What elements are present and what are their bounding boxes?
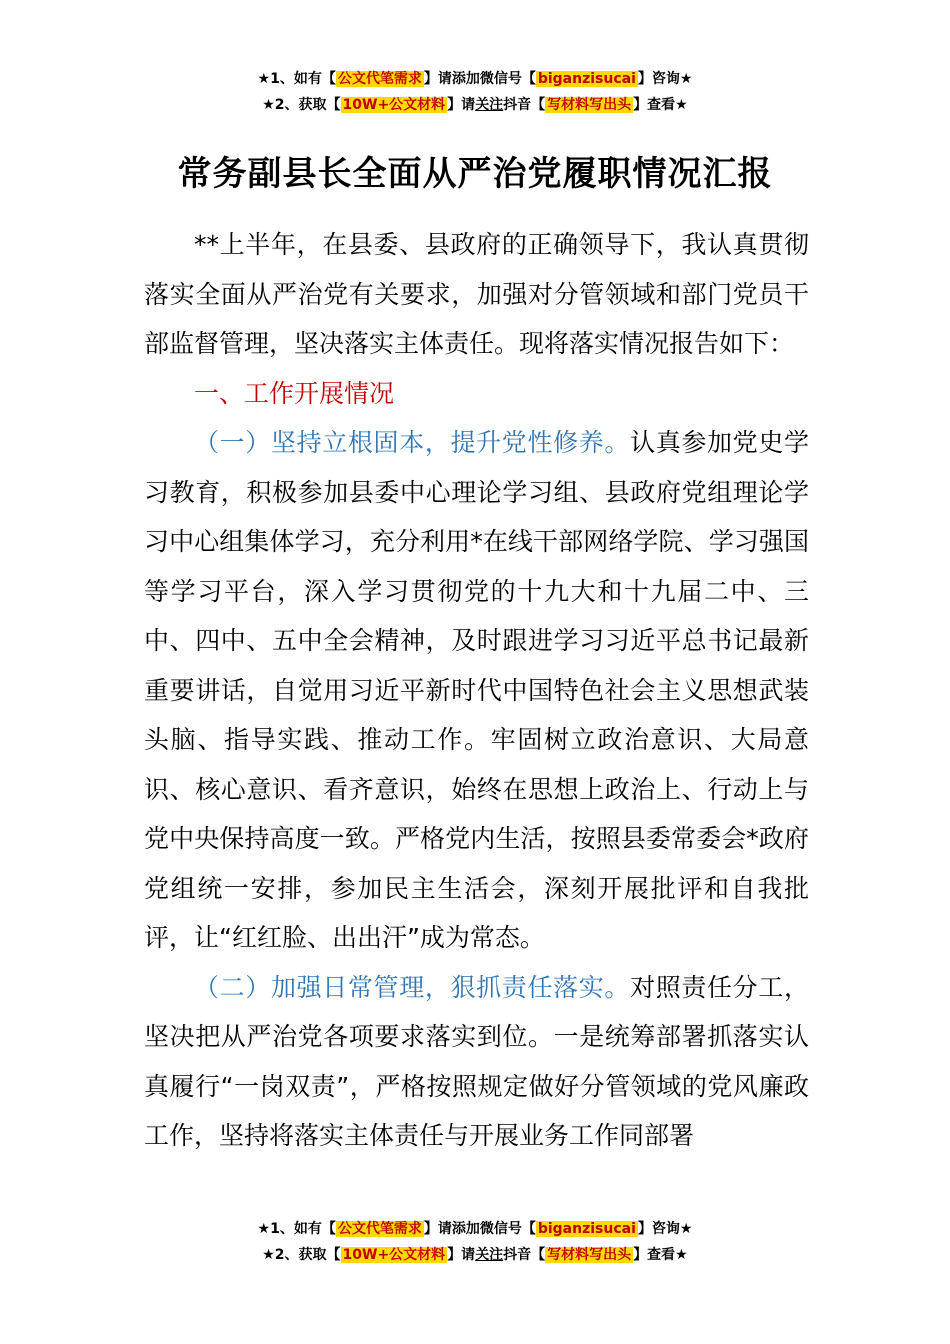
header-notice xyxy=(0,66,950,118)
notice-text: 】查看★ xyxy=(633,1247,688,1263)
notice-line-2 xyxy=(0,1242,950,1268)
notice-text: 】请 xyxy=(447,1247,476,1263)
notice-highlight: 10W+公文材料 xyxy=(342,1247,446,1263)
notice-highlight: 10W+公文材料 xyxy=(342,97,446,113)
notice-highlight: 公文代笔需求 xyxy=(337,71,422,87)
subsection-2-paragraph xyxy=(144,963,809,1161)
intro-paragraph: **上半年，在县委、县政府的正确领导下，我认真贯彻落实全面从严治党有关要求，加强对分管领域和部门党员干部监督管理，坚决落实主体责任。现将落实情况报告如下： xyxy=(144,230,809,358)
subsection-body: 对照责任分工，坚决把从严治党各项要求落实到位。一是统筹部署抓落实认真履行“一岗双责”，严格按照规定做好分管领域的党风廉政工作，坚持将落实主体责任与开展业务工作同部署 xyxy=(144,972,809,1150)
notice-text: ★1、如有【 xyxy=(257,71,336,87)
notice-text: 】咨询★ xyxy=(637,1221,693,1237)
notice-underline: 关注 xyxy=(475,1247,504,1263)
notice-wechat-id: biganzisucai xyxy=(537,1221,636,1237)
document-title: 常务副县长全面从严治党履职情况汇报 xyxy=(177,154,773,194)
notice-text: ★2、获取【 xyxy=(262,1247,341,1263)
footer-notice xyxy=(0,1216,950,1268)
notice-text: 】请 xyxy=(447,97,476,113)
notice-text: 】请添加微信号【 xyxy=(423,1221,536,1237)
notice-text: 】查看★ xyxy=(633,97,688,113)
notice-text: ★1、如有【 xyxy=(257,1221,336,1237)
subsection-1-paragraph xyxy=(144,418,809,963)
subsection-heading: （二）加强日常管理，狠抓责任落实。 xyxy=(194,972,631,1002)
notice-text: 抖音【 xyxy=(503,97,546,113)
section-heading: 一、工作开展情况 xyxy=(194,378,395,408)
notice-douyin-id: 写材料写出头 xyxy=(547,1247,632,1263)
document-body xyxy=(144,220,809,1161)
subsection-body: 认真参加党史学习教育，积极参加县委中心理论学习组、县政府党组理论学习中心组集体学习，充分利用*在线干部网络学院、学习强国等学习平台，深入学习贯彻党的十九大和十九届二中、三中、四中、五中全会精神，及时跟进学习习近平总书记最新重要讲话，自觉用习近平新时代中国特色社会主义思想武装头脑、指导实践、推动工作。牢固树立政治意识、大局意识、核心意识、看齐意识，始终在思想上政治上、行动上与党中央保持高度一致。严格党内生活，按照县委常委会*政府党组统一安排，参加民主生活会，深刻开展批评和自我批评，让“红红脸、出出汗”成为常态。 xyxy=(144,428,809,952)
notice-text: 】请添加微信号【 xyxy=(423,71,536,87)
subsection-heading: （一）坚持立根固本，提升党性修养。 xyxy=(194,428,631,457)
notice-text: 】咨询★ xyxy=(637,71,693,87)
notice-line-1 xyxy=(0,66,950,92)
notice-douyin-id: 写材料写出头 xyxy=(547,97,632,113)
notice-line-2 xyxy=(0,92,950,118)
notice-line-1 xyxy=(0,1216,950,1242)
notice-highlight: 公文代笔需求 xyxy=(337,1221,422,1237)
notice-wechat-id: biganzisucai xyxy=(537,71,636,87)
notice-text: ★2、获取【 xyxy=(262,97,341,113)
notice-text: 抖音【 xyxy=(503,1247,546,1263)
notice-underline: 关注 xyxy=(475,97,504,113)
